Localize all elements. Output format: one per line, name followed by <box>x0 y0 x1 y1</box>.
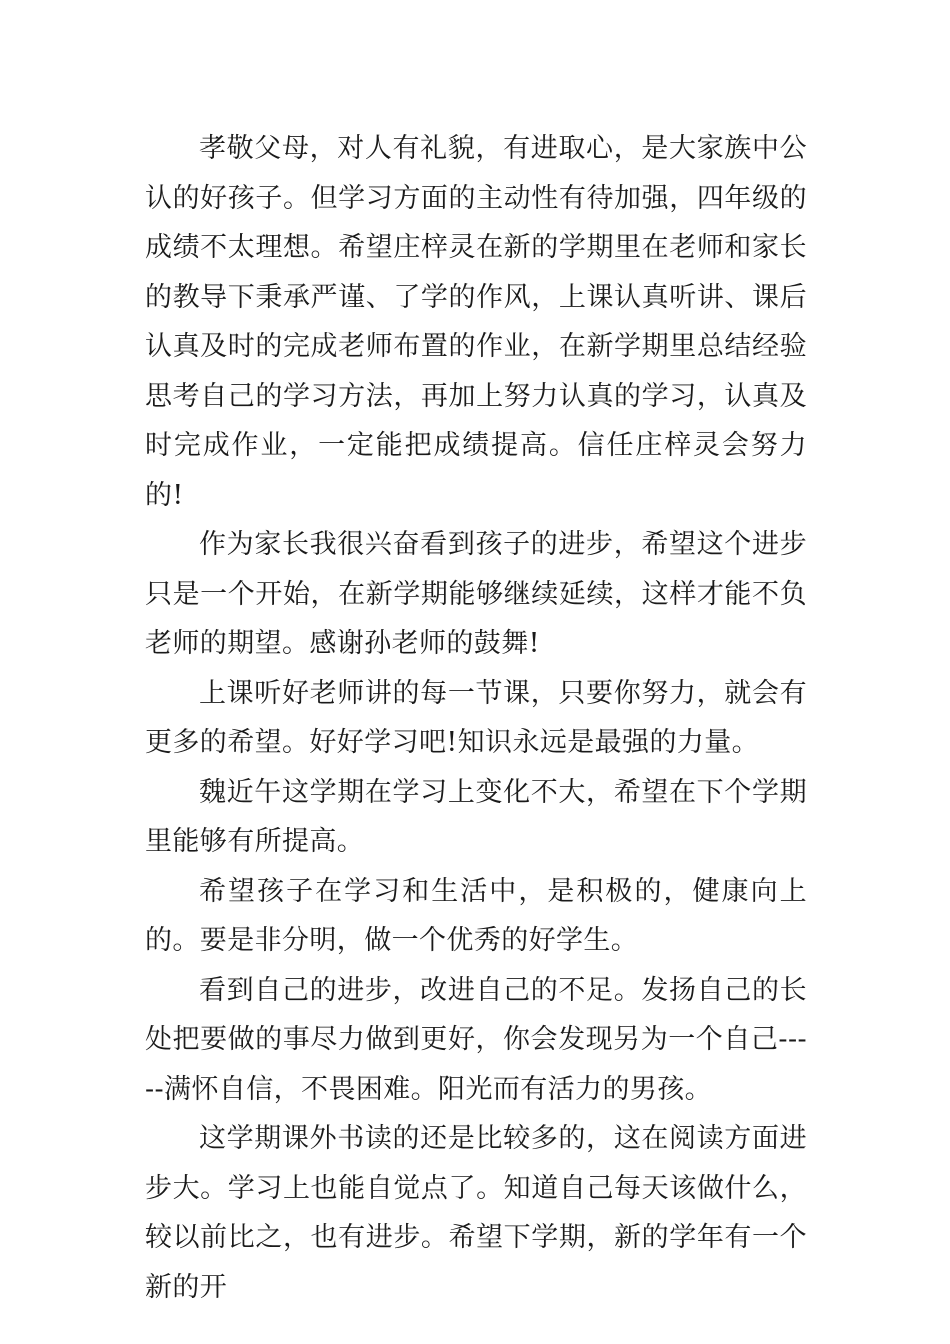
paragraph-2: 作为家长我很兴奋看到孩子的进步，希望这个进步只是一个开始，在新学期能够继续延续，这样才能不负老师的期望。感谢孙老师的鼓舞! <box>145 529 807 659</box>
paragraph-1: 孝敬父母，对人有礼貌，有进取心，是大家族中公认的好孩子。但学习方面的主动性有待加强，四年级的成绩不太理想。希望庄梓灵在新的学期里在老师和家长的教导下秉承严谨、了学的作风，上课认真听讲、课后认真及时的完成老师布置的作业，在新学期里总结经验思考自己的学习方法，再加上努力认真的学习，认真及时完成作业，一定能把成绩提高。信任庄梓灵会努力的! <box>145 133 807 511</box>
paragraph-4: 魏近午这学期在学习上变化不大，希望在下个学期里能够有所提高。 <box>145 776 807 857</box>
paragraph-3: 上课听好老师讲的每一节课，只要你努力，就会有更多的希望。好好学习吧!知识永远是最强的力量。 <box>145 677 807 758</box>
document-body <box>145 124 807 1312</box>
paragraph-6: 看到自己的进步，改进自己的不足。发扬自己的长处把要做的事尽力做到更好，你会发现另为一个自己-----满怀自信，不畏困难。阳光而有活力的男孩。 <box>145 974 807 1105</box>
paragraph-5: 希望孩子在学习和生活中，是积极的，健康向上的。要是非分明，做一个优秀的好学生。 <box>145 875 807 956</box>
paragraph-7: 这学期课外书读的还是比较多的，这在阅读方面进步大。学习上也能自觉点了。知道自己每天该做什么，较以前比之，也有进步。希望下学期，新的学年有一个新的开 <box>145 1123 807 1303</box>
